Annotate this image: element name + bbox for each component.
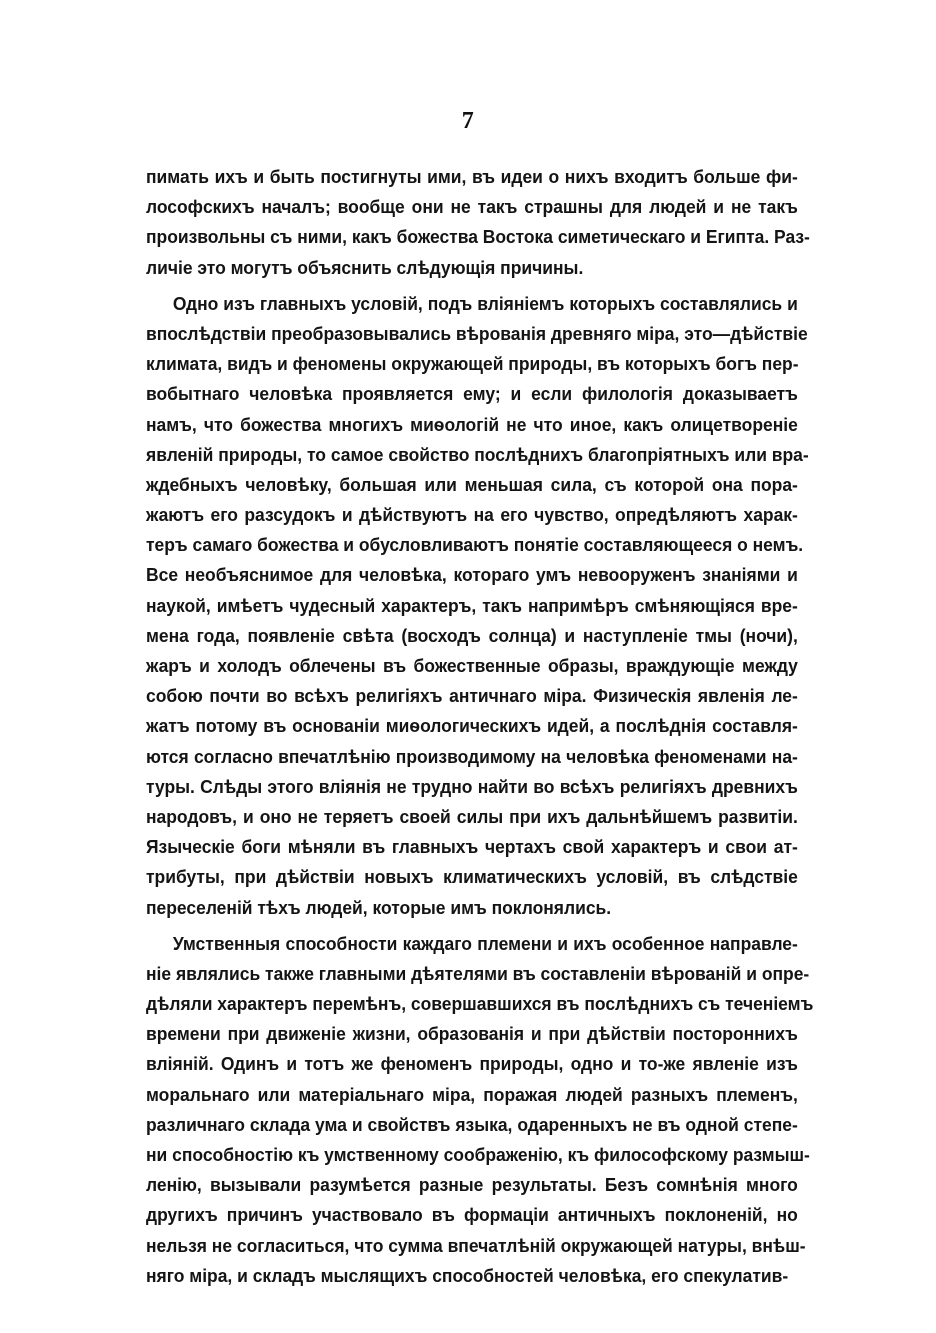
- text-line: переселеній тѣхъ людей, которые имъ поклонялись.: [146, 897, 612, 918]
- text-line: нельзя не согласиться, что сумма впечатлѣній окружающей натуры, внѣш-: [146, 1235, 806, 1256]
- page-number: 7: [461, 108, 475, 134]
- text-line: моральнаго или матеріальнаго міра, поражая людей разныхъ племенъ,: [146, 1084, 798, 1105]
- text-line: собою почти во всѣхъ религіяхъ античнаго міра. Физическія явленія ле-: [146, 686, 798, 707]
- text-line: жатъ потому въ основаніи миѳологическихъ идей, а послѣднія составля-: [146, 716, 798, 737]
- text-line: Одно изъ главныхъ условій, подъ вліяніемъ которыхъ составлялись и: [172, 293, 798, 314]
- text-line: Все необъяснимое для человѣка, котораго умъ невооруженъ знаніями и: [146, 565, 798, 586]
- text-line: произвольны съ ними, какъ божества Востока симетическаго и Египта. Раз-: [146, 227, 810, 248]
- text-line: ніе являлись также главными дѣятелями въ составленіи вѣрованій и опре-: [146, 963, 810, 984]
- text-line: времени при движеніе жизни, образованія и при дѣйствіи постороннихъ: [146, 1024, 798, 1045]
- text-line: ются согласно впечатлѣнію производимому на человѣка феноменами на-: [146, 746, 798, 767]
- text-line: ни способностію къ умственному соображенію, къ философскому размыш-: [146, 1145, 810, 1165]
- text-line: климата, видъ и феномены окружающей природы, въ которыхъ богъ пер-: [146, 354, 799, 375]
- text-line: наукой, имѣетъ чудесный характеръ, такъ напримѣръ смѣняющіяся вре-: [146, 595, 798, 616]
- text-line: вобытнаго человѣка проявляется ему; и если филологія доказываетъ: [146, 384, 798, 405]
- text-line: ленію, вызывали разумѣется разные результаты. Безъ сомнѣнія много: [146, 1175, 798, 1196]
- body-text: [146, 162, 814, 1291]
- text-line: туры. Слѣды этого вліянія не трудно найти во всѣхъ религіяхъ древнихъ: [146, 776, 798, 797]
- text-line: другихъ причинъ участвовало въ формаціи античныхъ поклоненій, но: [146, 1205, 798, 1226]
- text-line: намъ, что божества многихъ миѳологій не что иное, какъ олицетвореніе: [146, 414, 798, 435]
- text-line: теръ самаго божества и обусловливаютъ понятіе составляющееся о немъ.: [146, 535, 804, 556]
- text-line: народовъ, и оно не теряетъ своей силы при ихъ дальнѣйшемъ развитіи.: [146, 806, 798, 827]
- text-line: няго міра, и складъ мыслящихъ способностей человѣка, его спекулатив-: [146, 1265, 789, 1286]
- text-line: Языческіе боги мѣняли въ главныхъ чертахъ свой характеръ и свои ат-: [146, 837, 798, 858]
- text-line: жаютъ его разсудокъ и дѣйствуютъ на его чувство, опредѣляютъ харак-: [146, 505, 798, 526]
- text-line: явленій природы, то самое свойство послѣднихъ благопріятныхъ или вра-: [146, 444, 809, 465]
- text-line: личіе это могутъ объяснить слѣдующія причины.: [146, 257, 584, 278]
- text-line: лософскихъ началъ; вообще они не такъ страшны для людей и не такъ: [146, 197, 798, 218]
- text-line: различнаго склада ума и свойствъ языка, одаренныхъ не въ одной степе-: [146, 1114, 798, 1135]
- text-line: жаръ и холодъ облечены въ божественные образы, враждующіе между: [146, 656, 798, 676]
- text-line: впослѣдствіи преобразовывались вѣрованія древняго міра, это—дѣйствіе: [146, 323, 808, 344]
- text-line: вліяній. Одинъ и тотъ же феноменъ природы, одно и то-же явленіе изъ: [146, 1054, 798, 1075]
- paragraph: [146, 289, 809, 923]
- text-line: дѣляли характеръ перемѣнъ, совершавшихся въ послѣднихъ съ теченіемъ: [146, 994, 814, 1015]
- text-line: пимать ихъ и быть постигнуты ими, въ идеи о нихъ входитъ больше фи-: [146, 167, 798, 187]
- text-line: Умственныя способности каждаго племени и ихъ особенное направле-: [172, 933, 798, 954]
- text-line: ждебныхъ человѣку, большая или меньшая сила, съ которой она пора-: [146, 474, 798, 495]
- paragraph: [146, 162, 810, 283]
- text-line: трибуты, при дѣйствіи новыхъ климатическихъ условій, въ слѣдствіе: [146, 867, 798, 888]
- text-line: мена года, появленіе свѣта (восходъ солнца) и наступленіе тмы (ночи),: [146, 625, 798, 646]
- paragraph: [146, 929, 814, 1291]
